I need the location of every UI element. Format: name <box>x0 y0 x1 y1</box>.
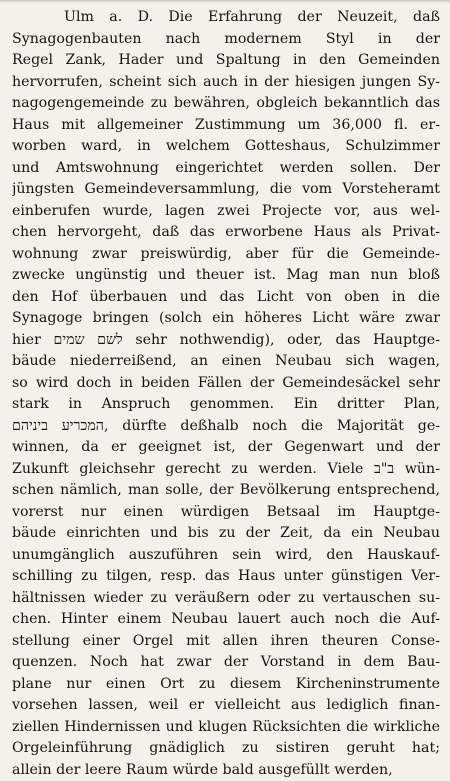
article-line-36: allein der leere Raum würde bald ausgefüllt werden, <box>12 760 440 781</box>
article-line-28: hältnissen wieder zu veräußern oder zu vertauschen su- <box>12 588 440 610</box>
article-line-12: wohnung zwar preiswürdig, aber für die Gemeinde- <box>12 244 440 266</box>
article-line-31: quenzen. Noch hat zwar der Vorstand in dem Bau- <box>12 652 440 674</box>
article-line-19: stark in Anspruch genommen. Ein dritter Plan, <box>12 394 440 416</box>
article-line-9: jüngsten Gemeindeversammlung, die vom Vorsteheramt <box>12 179 440 201</box>
article-line-18: so wird doch in beiden Fällen der Gemeindesäckel sehr <box>12 373 440 395</box>
article-line-27: schilling zu tilgen, resp. das Haus unter günstigen Ver- <box>12 566 440 588</box>
article-line-10: einberufen wurde, lagen zwei Projecte vor, aus wel- <box>12 201 440 223</box>
article-line-33: vorsehen lassen, weil er vielleicht aus lediglich finan- <box>12 695 440 717</box>
article-line-34: ziellen Hindernissen und klugen Rücksichten die wirkliche <box>12 717 440 739</box>
article-line-20: המכריע ביניהם, dürfte deßhalb noch die Majorität ge- <box>12 416 440 438</box>
article-line-21: winnen, da er geeignet ist, der Gegenwart und der <box>12 437 440 459</box>
article-line-29: chen. Hinter einem Neubau lauert auch noch die Auf- <box>12 609 440 631</box>
scan-edge <box>0 0 450 3</box>
article-line-13: zwecke ungünstig und theuer ist. Mag man nun bloß <box>12 265 440 287</box>
article-line-35: Orgeleinführung gnädiglich zu sistiren geruht hat; <box>12 738 440 760</box>
article-line-16: hier לשם שמים sehr nothwendig), oder, das Hauptge- <box>12 330 440 352</box>
article-line-1: Ulm a. D. Die Erfahrung der Neuzeit, daß <box>12 7 440 29</box>
article-line-32: plane nur einen Ort zu diesem Kircheninstrumente <box>12 674 440 696</box>
article-line-5: nagogengemeinde zu bewähren, obgleich bekanntlich das <box>12 93 440 115</box>
article-line-2: Synagogenbauten nach modernem Styl in der <box>12 29 440 51</box>
article-line-24: vorerst nur einen würdigen Betsaal im Hauptge- <box>12 502 440 524</box>
article-line-22: Zukunft gleichsehr gerecht zu werden. Viele ב"ב wün- <box>12 459 440 481</box>
article-line-8: und Amtswohnung eingerichtet werden sollen. Der <box>12 158 440 180</box>
article-line-17: bäude niederreißend, an einen Neubau sich wagen, <box>12 351 440 373</box>
article-line-14: den Hof überbauen und das Licht von oben in die <box>12 287 440 309</box>
article-line-15: Synagoge bringen (solch ein höheres Licht wäre zwar <box>12 308 440 330</box>
article-line-23: schen nämlich, man solle, der Bevölkerung entsprechend, <box>12 480 440 502</box>
article-line-30: stellung einer Orgel mit allen ihren theuren Conse- <box>12 631 440 653</box>
article-line-3: Regel Zank, Hader und Spaltung in den Gemeinden <box>12 50 440 72</box>
article-line-7: worben ward, in welchem Gotteshaus, Schulzimmer <box>12 136 440 158</box>
article-line-11: chen hervorgeht, daß das erworbene Haus als Privat- <box>12 222 440 244</box>
newspaper-article <box>12 7 440 781</box>
article-line-6: Haus mit allgemeiner Zustimmung um 36,000 fl. er- <box>12 115 440 137</box>
article-line-4: hervorrufen, scheint sich auch in der hiesigen jungen Sy- <box>12 72 440 94</box>
article-line-26: unumgänglich auszuführen sein wird, den Hauskauf- <box>12 545 440 567</box>
article-line-25: bäude einrichten und bis zu der Zeit, da ein Neubau <box>12 523 440 545</box>
